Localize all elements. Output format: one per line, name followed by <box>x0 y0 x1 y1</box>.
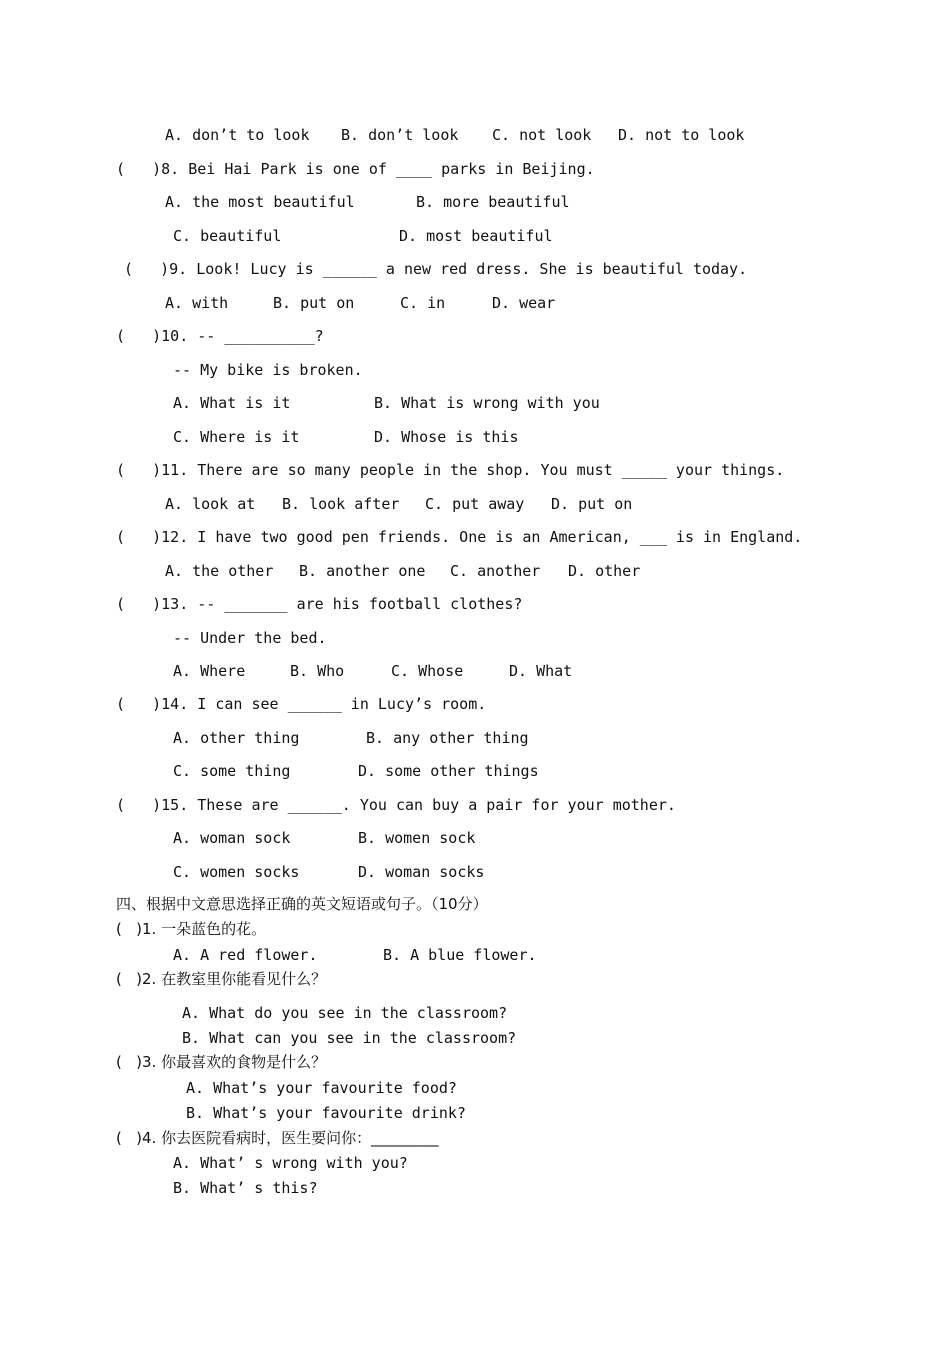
q7-option-d: D. not to look <box>618 126 745 144</box>
question-13: ( )13. -- _______ are his football clothes? <box>116 595 523 613</box>
q8-option-a: A. the most beautiful <box>165 193 355 211</box>
section-4-question-3: ( )3. 你最喜欢的食物是什么？ <box>116 1053 327 1071</box>
question-12: ( )12. I have two good pen friends. One is an American, ___ is in England. <box>116 528 803 546</box>
q9-option-b: B. put on <box>273 294 355 312</box>
q15-option-d: D. woman socks <box>358 863 485 881</box>
q9-option-d: D. wear <box>492 294 556 312</box>
q10-option-b: B. What is wrong with you <box>374 394 600 412</box>
question-9: ( )9. Look! Lucy is ______ a new red dress. She is beautiful today. <box>124 260 748 278</box>
q7-option-b: B. don’t look <box>341 126 459 144</box>
q14-option-d: D. some other things <box>358 762 539 780</box>
section-4-question-4: ( )4. 你去医院看病时，医生要问你：_________ <box>116 1129 439 1147</box>
s4q4-option-b: B. What’ s this? <box>173 1179 318 1197</box>
s4q1-option-b: B. A blue flower. <box>383 946 537 964</box>
q10-option-d: D. Whose is this <box>374 428 519 446</box>
q13-option-b: B. Who <box>290 662 345 680</box>
q12-option-c: C. another <box>450 562 541 580</box>
q10-option-a: A. What is it <box>173 394 291 412</box>
s4q4-option-a: A. What’ s wrong with you? <box>173 1154 408 1172</box>
q13-option-d: D. What <box>509 662 573 680</box>
question-10: ( )10. -- __________? <box>116 327 324 345</box>
q7-option-c: C. not look <box>492 126 592 144</box>
s4q3-option-b: B. What’s your favourite drink? <box>186 1104 466 1122</box>
q12-option-a: A. the other <box>165 562 274 580</box>
q8-option-b: B. more beautiful <box>416 193 570 211</box>
s4q1-option-a: A. A red flower. <box>173 946 318 964</box>
q12-option-b: B. another one <box>299 562 426 580</box>
s4q2-option-b: B. What can you see in the classroom? <box>182 1029 517 1047</box>
q14-option-b: B. any other thing <box>366 729 529 747</box>
q13-option-a: A. Where <box>173 662 246 680</box>
q7-option-a: A. don’t to look <box>165 126 310 144</box>
q10-option-c: C. Where is it <box>173 428 300 446</box>
section-4-question-1: ( )1. 一朵蓝色的花。 <box>116 920 267 938</box>
question-8: ( )8. Bei Hai Park is one of ____ parks in Beijing. <box>116 160 595 178</box>
q8-option-d: D. most beautiful <box>399 227 553 245</box>
q9-option-c: C. in <box>400 294 446 312</box>
q11-option-b: B. look after <box>282 495 400 513</box>
q14-option-a: A. other thing <box>173 729 300 747</box>
q10-reply: -- My bike is broken. <box>173 361 363 379</box>
question-11: ( )11. There are so many people in the shop. You must _____ your things. <box>116 461 785 479</box>
q15-option-b: B. women sock <box>358 829 476 847</box>
q11-option-d: D. put on <box>551 495 633 513</box>
q9-option-a: A. with <box>165 294 229 312</box>
q11-option-c: C. put away <box>425 495 525 513</box>
q12-option-d: D. other <box>568 562 641 580</box>
q13-option-c: C. Whose <box>391 662 464 680</box>
q14-option-c: C. some thing <box>173 762 291 780</box>
section-4-title: 四、根据中文意思选择正确的英文短语或句子。（10分） <box>116 895 488 913</box>
q11-option-a: A. look at <box>165 495 256 513</box>
section-4-question-2: ( )2. 在教室里你能看见什么？ <box>116 970 327 988</box>
s4q2-option-a: A. What do you see in the classroom? <box>182 1004 508 1022</box>
q8-option-c: C. beautiful <box>173 227 282 245</box>
s4q3-option-a: A. What’s your favourite food? <box>186 1079 457 1097</box>
question-14: ( )14. I can see ______ in Lucy’s room. <box>116 695 487 713</box>
q15-option-c: C. women socks <box>173 863 300 881</box>
q15-option-a: A. woman sock <box>173 829 291 847</box>
question-15: ( )15. These are ______. You can buy a pair for your mother. <box>116 796 676 814</box>
q13-reply: -- Under the bed. <box>173 629 327 647</box>
